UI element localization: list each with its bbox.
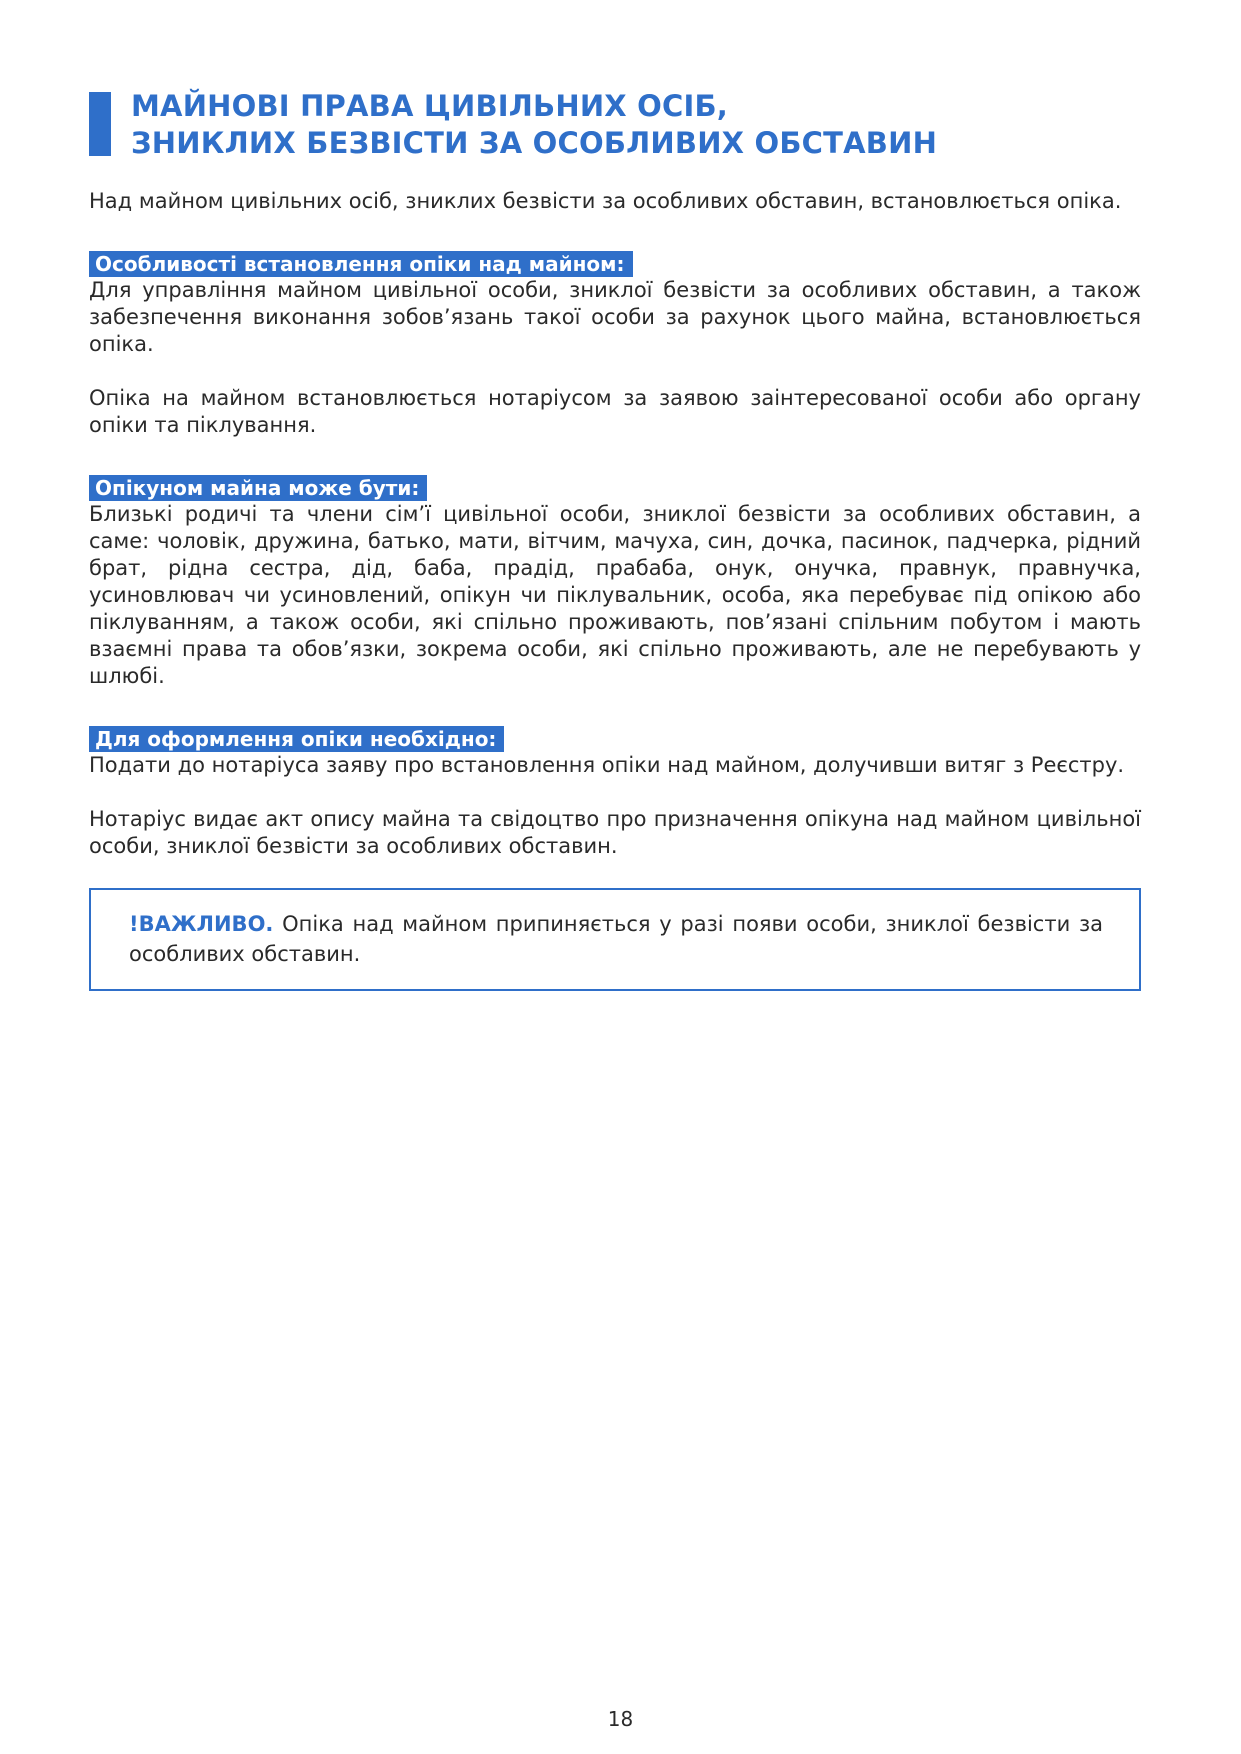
- section-label: Особливості встановлення опіки над майном:: [89, 251, 633, 277]
- page-title: [89, 88, 1141, 162]
- intro-paragraph: Над майном цивільних осіб, зниклих безвісти за особливих обставин, встановлюється опіка.: [89, 189, 1122, 213]
- section-label: Для оформлення опіки необхідно:: [89, 726, 504, 752]
- document-page: [89, 88, 1141, 991]
- section-label: Опікуном майна може бути:: [89, 475, 427, 501]
- section-paragraph: Нотаріус видає акт опису майна та свідоцтво про призначення опікуна над майном цивільної особи, зниклої безвісти за особливих обставин.: [89, 807, 1141, 858]
- section-registration-steps: [89, 726, 1141, 860]
- important-notice-box: [89, 888, 1141, 991]
- title-line-2: ЗНИКЛИХ БЕЗВІСТИ ЗА ОСОБЛИВИХ ОБСТАВИН: [131, 126, 938, 160]
- section-paragraph: Подати до нотаріуса заяву про встановлення опіки над майном, долучивши витяг з Реєстру.: [89, 753, 1125, 777]
- section-paragraph: Опіка на майном встановлюється нотаріусом за заявою заінтересованої особи або органу опіки та піклування.: [89, 386, 1141, 437]
- section-paragraph: Для управління майном цивільної особи, зниклої безвісти за особливих обставин, а також забезпечення виконання зобов’язань такої особи за рахунок цього майна, встановлюється опіка.: [89, 278, 1141, 356]
- title-accent-bar: [89, 92, 111, 156]
- section-guardianship-features: [89, 251, 1141, 439]
- important-label: !ВАЖЛИВО.: [129, 912, 274, 936]
- important-text: Опіка над майном припиняється у разі появи особи, зниклої безвісти за особливих обставин.: [129, 912, 1103, 966]
- section-guardian-eligibility: [89, 475, 1141, 690]
- page-number: 18: [607, 1707, 634, 1731]
- section-paragraph: Близькі родичі та члени сім’ї цивільної особи, зниклої безвісти за особливих обставин, а саме: чоловік, дружина, батько, мати, вітчим, мачуха, син, дочка, пасинок, падчерка, рідний брат, рідна сестра, дід, баба, прадід, прабаба, онук, онучка, правнук, правнучка, усиновлювач чи усиновлений, опікун чи піклувальник, особа, яка перебуває під опікою або піклуванням, а також особи, які спільно проживають, пов’язані спільним побутом і мають взаємні права та обов’язки, зокрема особи, які спільно проживають, але не перебувають у шлюбі.: [89, 502, 1141, 688]
- title-line-1: МАЙНОВІ ПРАВА ЦИВІЛЬНИХ ОСІБ,: [131, 89, 729, 123]
- important-notice: [129, 909, 1103, 969]
